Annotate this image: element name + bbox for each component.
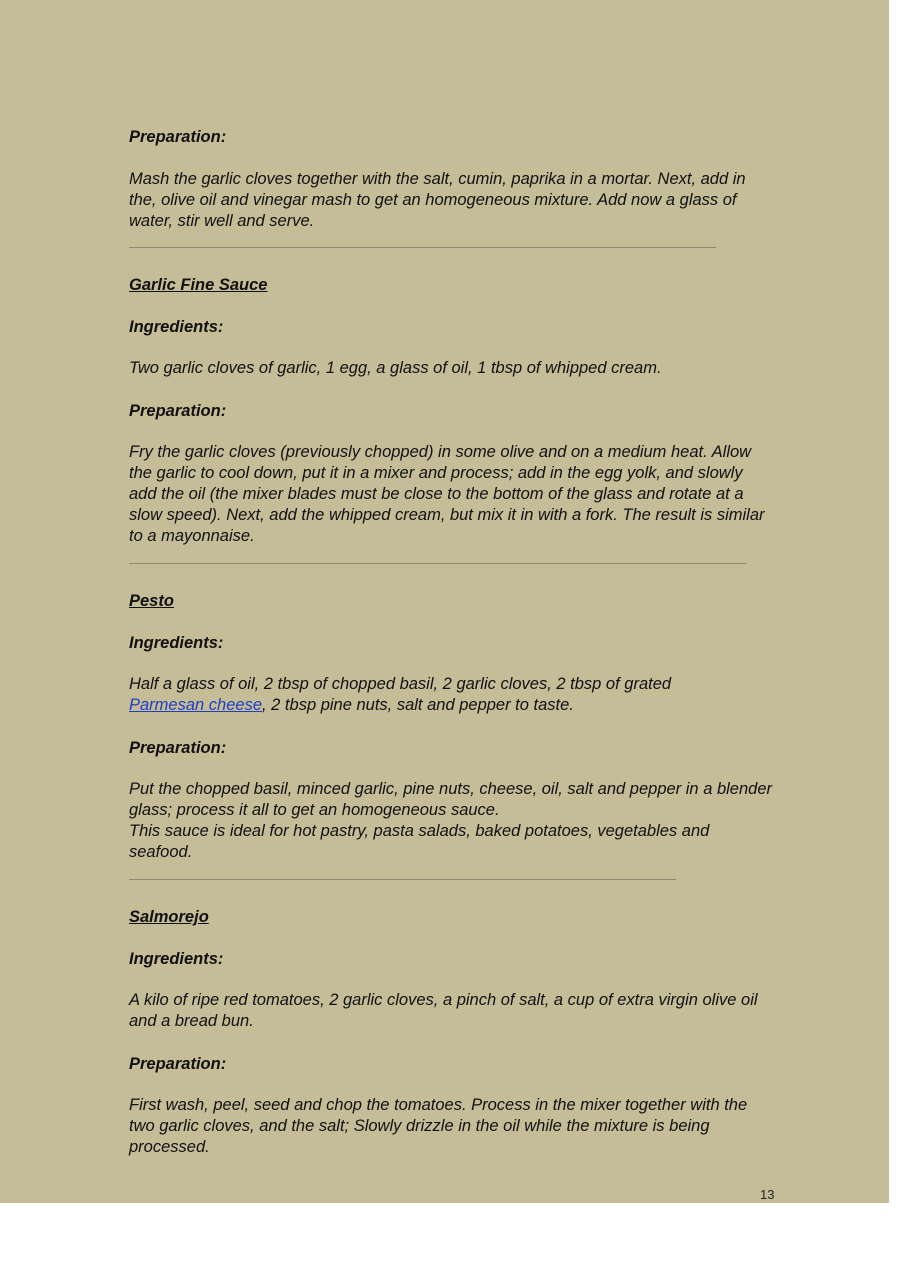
preparation-text: First wash, peel, seed and chop the tomatoes. Process in the mixer together with the two garlic cloves, and the salt; Slowly drizzle in the oil while the mixture is being processed. xyxy=(129,1096,748,1156)
preparation-text: Fry the garlic cloves (previously chopped) in some olive and on a medium heat. Allow the garlic to cool down, put it in a mixer and process; add in the egg yolk, and slowly add the oil (the mixer blades must be close to the bottom of the glass and rotate at a slow speed). Next, add the whipped cream, but mix it in with a fork. The result is similar to a mayonnaise. xyxy=(129,443,765,545)
recipe-title-garlic-fine-sauce: Garlic Fine Sauce xyxy=(129,276,268,294)
preparation-label: Preparation: xyxy=(129,128,227,146)
ingredients-label: Ingredients: xyxy=(129,634,224,652)
ingredients-text-part: Half a glass of oil, 2 tbsp of chopped basil, 2 garlic cloves, 2 tbsp of grated xyxy=(129,675,672,693)
ingredients-text: A kilo of ripe red tomatoes, 2 garlic cloves, a pinch of salt, a cup of extra virgin olive oil and a bread bun. xyxy=(129,991,758,1030)
ingredients-text-part: , 2 tbsp pine nuts, salt and pepper to taste. xyxy=(262,696,574,714)
page-content xyxy=(129,127,779,1158)
preparation-label: Preparation: xyxy=(129,1055,227,1073)
preparation-text: Put the chopped basil, minced garlic, pine nuts, cheese, oil, salt and pepper in a blender glass; process it all to get an homogeneous sauce. xyxy=(129,780,772,819)
preparation-text-2: This sauce is ideal for hot pastry, pasta salads, baked potatoes, vegetables and seafood. xyxy=(129,822,710,861)
recipe-title-salmorejo: Salmorejo xyxy=(129,908,209,926)
section-divider xyxy=(129,563,747,564)
recipe-title-pesto: Pesto xyxy=(129,592,174,610)
section-divider xyxy=(129,247,716,248)
preparation-label: Preparation: xyxy=(129,402,227,420)
preparation-text: Mash the garlic cloves together with the salt, cumin, paprika in a mortar. Next, add in the, olive oil and vinegar mash to get an homogeneous mixture. Add now a glass of water, stir well and serve. xyxy=(129,170,746,230)
ingredients-label: Ingredients: xyxy=(129,950,224,968)
ingredients-text xyxy=(129,674,749,716)
section-divider xyxy=(129,879,676,880)
parmesan-cheese-link[interactable]: Parmesan cheese xyxy=(129,696,262,714)
ingredients-label: Ingredients: xyxy=(129,318,224,336)
preparation-label: Preparation: xyxy=(129,739,227,757)
page-number: 13 xyxy=(760,1187,775,1202)
ingredients-text: Two garlic cloves of garlic, 1 egg, a glass of oil, 1 tbsp of whipped cream. xyxy=(129,359,662,377)
